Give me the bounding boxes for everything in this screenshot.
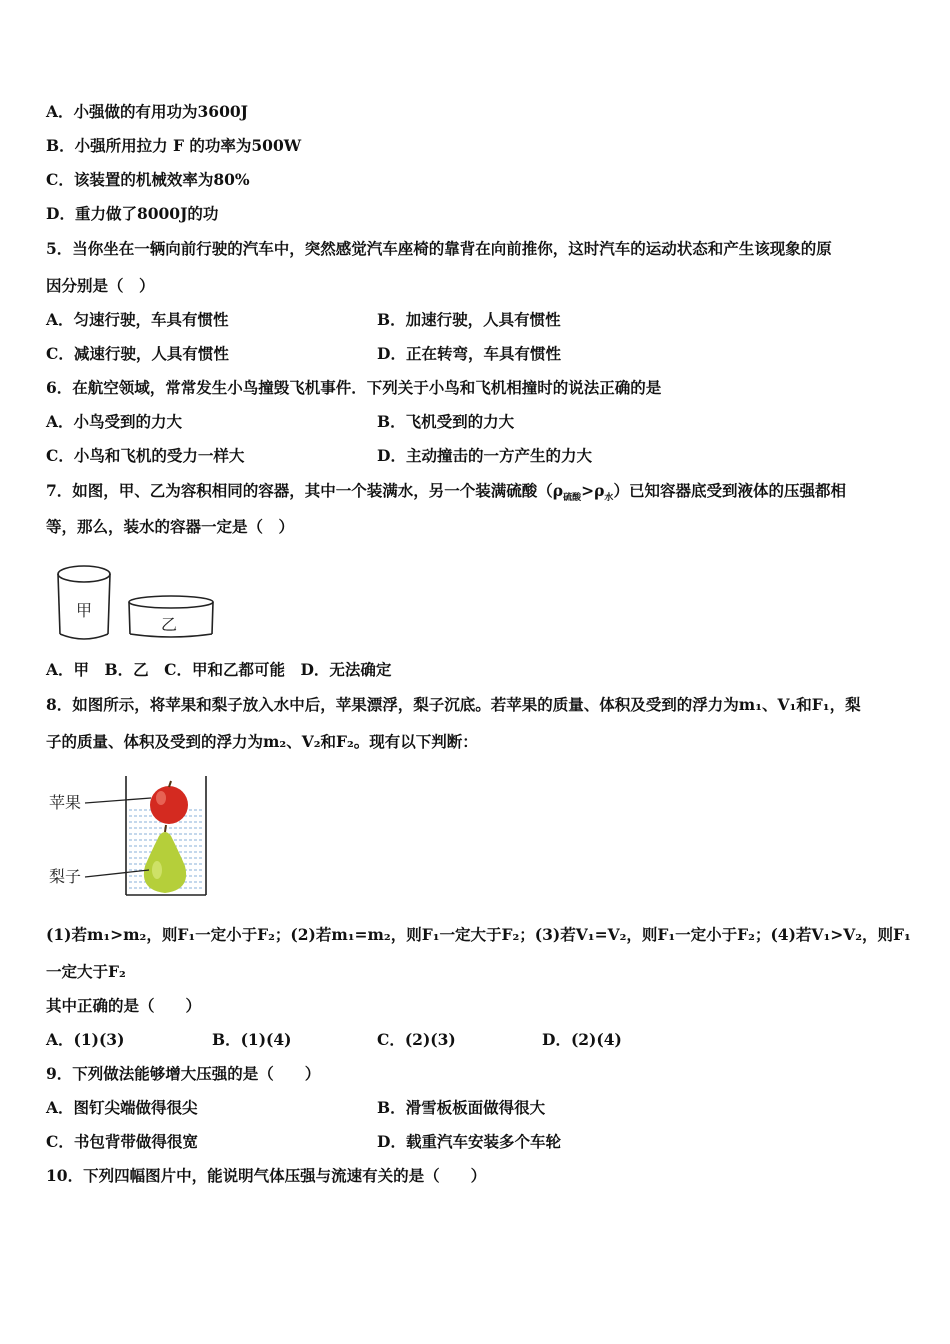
q8-fruits-figure (45, 770, 215, 900)
q5-option-a: A．匀速行驶，车具有惯性 (46, 310, 229, 329)
label-pear: 梨子 (49, 867, 82, 886)
apple-icon (150, 781, 188, 824)
q7-stem-line2: 等，那么，装水的容器一定是（ ） (46, 517, 295, 536)
q7-options: A．甲 B．乙 C．甲和乙都可能 D．无法确定 (46, 660, 392, 679)
q9-option-b: B．滑雪板板面做得很大 (377, 1098, 546, 1117)
q5-stem-line1: 5．当你坐在一辆向前行驶的汽车中，突然感觉汽车座椅的靠背在向前推你，这时汽车的运动状态和产生该现象的原 (46, 239, 832, 258)
q6-option-c: C．小鸟和飞机的受力一样大 (46, 446, 245, 465)
q4-option-b: B．小强所用拉力 F 的功率为500W (46, 136, 302, 155)
q7-containers-figure (48, 560, 223, 645)
pear-icon (144, 825, 186, 893)
q5-option-d: D．正在转弯，车具有惯性 (377, 344, 561, 363)
label-apple: 苹果 (49, 793, 82, 812)
q9-option-a: A．图钉尖端做得很尖 (46, 1098, 198, 1117)
q6-option-d: D．主动撞击的一方产生的力大 (377, 446, 592, 465)
q4-option-a: A．小强做的有用功为3600J (46, 102, 249, 121)
container-jia (58, 566, 110, 639)
apple-pointer-line (85, 798, 151, 803)
label-jia: 甲 (76, 601, 93, 620)
q8-judgements-line1: (1)若m₁>m₂，则F₁一定小于F₂；(2)若m₁=m₂，则F₁一定大于F₂；(3)若V₁=V₂，则F₁一定小于F₂；(4)若V₁>V₂，则F₁ (46, 925, 911, 944)
q8-ask: 其中正确的是（ ） (46, 996, 202, 1015)
q9-option-d: D．载重汽车安装多个车轮 (377, 1132, 561, 1151)
q8-option-d: D．(2)(4) (542, 1030, 622, 1049)
q6-option-b: B．飞机受到的力大 (377, 412, 515, 431)
q5-option-b: B．加速行驶，人具有惯性 (377, 310, 561, 329)
q7-stem-line1: 7．如图，甲、乙为容积相同的容器，其中一个装满水，另一个装满硫酸$(\rho_{硫酸}>\rho_水)$已知容器底受到液体的压强都相 (46, 481, 846, 504)
q10-stem: 10．下列四幅图片中，能说明气体压强与流速有关的是（ ） (46, 1166, 487, 1185)
container-yi (129, 596, 213, 637)
q8-stem-line2: 子的质量、体积及受到的浮力为m₂、V₂和F₂。现有以下判断： (46, 732, 478, 751)
q5-option-c: C．减速行驶，人具有惯性 (46, 344, 229, 363)
q4-option-c: C．该装置的机械效率为80% (46, 170, 250, 189)
q9-option-c: C．书包背带做得很宽 (46, 1132, 198, 1151)
q6-option-a: A．小鸟受到的力大 (46, 412, 183, 431)
q8-stem-line1: 8．如图所示，将苹果和梨子放入水中后，苹果漂浮，梨子沉底。若苹果的质量、体积及受到的浮力为m₁、V₁和F₁，梨 (46, 695, 861, 714)
q5-stem-line2: 因分别是（ ） (46, 276, 155, 295)
q8-option-b: B．(1)(4) (212, 1030, 292, 1049)
q4-option-d: D．重力做了8000J的功 (46, 204, 219, 223)
q8-option-c: C．(2)(3) (377, 1030, 456, 1049)
q9-stem: 9．下列做法能够增大压强的是（ ） (46, 1064, 321, 1083)
label-yi: 乙 (161, 615, 178, 634)
q8-option-a: A．(1)(3) (46, 1030, 125, 1049)
q8-judgements-line2: 一定大于F₂ (46, 962, 126, 981)
q6-stem: 6．在航空领域，常常发生小鸟撞毁飞机事件．下列关于小鸟和飞机相撞时的说法正确的是 (46, 378, 662, 397)
